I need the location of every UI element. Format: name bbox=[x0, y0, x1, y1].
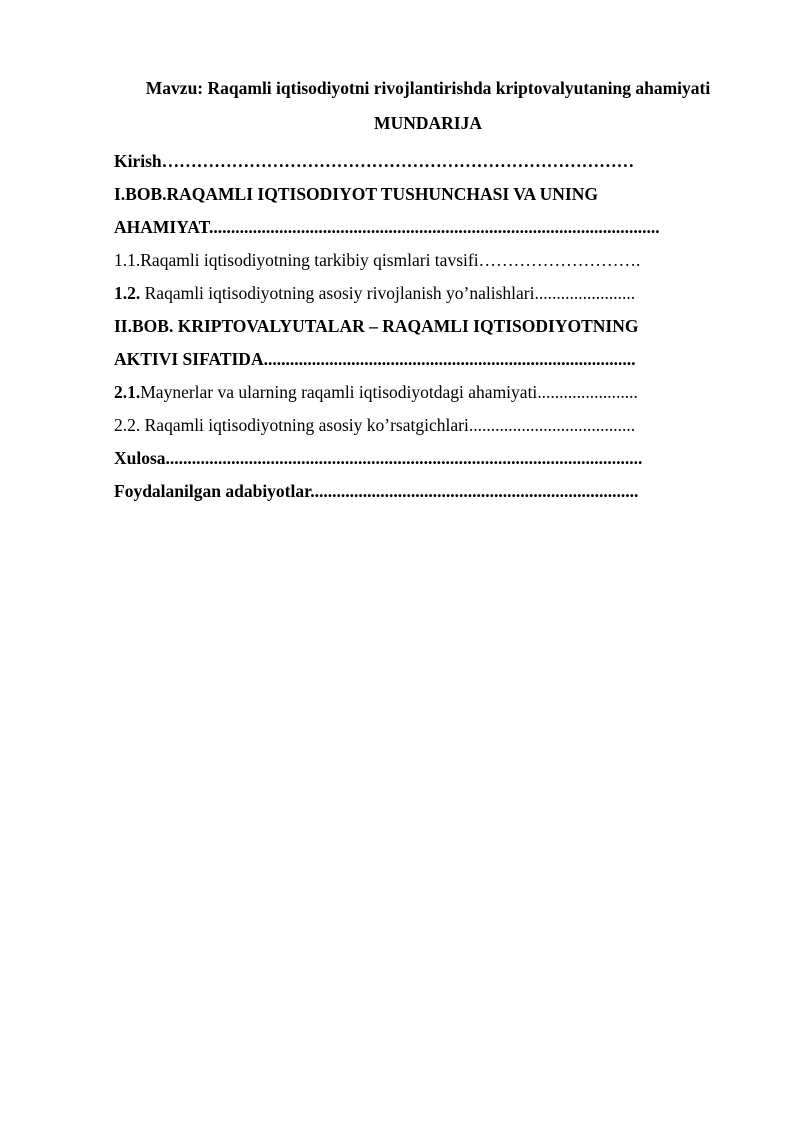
document-title: Mavzu: Raqamli iqtisodiyotni rivojlantirishda kriptovalyutaning ahamiyati bbox=[145, 78, 711, 98]
toc-item-kirish: Kirish……………………………………………………………………… bbox=[114, 151, 635, 171]
toc-item-1-1: 1.1.Raqamli iqtisodiyotning tarkibiy qismlari tavsifi………………………. bbox=[114, 250, 641, 270]
toc-chapter-1-line-2: AHAMIYAT....................................................................................................... bbox=[114, 217, 660, 237]
toc-item-xulosa: Xulosa............................................................................................................. bbox=[114, 448, 643, 468]
toc-chapter-1-line-1: I.BOB.RAQAMLI IQTISODIYOT TUSHUNCHASI VA UNING bbox=[114, 184, 598, 204]
toc-item-1-2 bbox=[114, 277, 714, 310]
toc-item-2-1-number: 2.1. bbox=[114, 382, 141, 402]
table-of-contents bbox=[114, 145, 714, 508]
toc-chapter-2-line-1: II.BOB. KRIPTOVALYUTALAR – RAQAMLI IQTISODIYOTNING bbox=[114, 316, 639, 336]
toc-item-adabiyotlar: Foydalanilgan adabiyotlar........................................................................... bbox=[114, 481, 639, 501]
toc-item-1-2-text: Raqamli iqtisodiyotning asosiy rivojlanish yo’nalishlari....................... bbox=[140, 283, 636, 303]
toc-item-2-1 bbox=[114, 376, 714, 409]
toc-item-1-2-number: 1.2. bbox=[114, 283, 141, 303]
toc-item-2-2: 2.2. Raqamli iqtisodiyotning asosiy ko’rsatgichlari...................................... bbox=[114, 415, 636, 435]
toc-chapter-2-line-2: AKTIVI SIFATIDA..................................................................................... bbox=[114, 349, 636, 369]
toc-item-2-1-text: Maynerlar va ularning raqamli iqtisodiyotdagi ahamiyati....................... bbox=[140, 382, 638, 402]
contents-heading: MUNDARIJA bbox=[374, 113, 482, 133]
